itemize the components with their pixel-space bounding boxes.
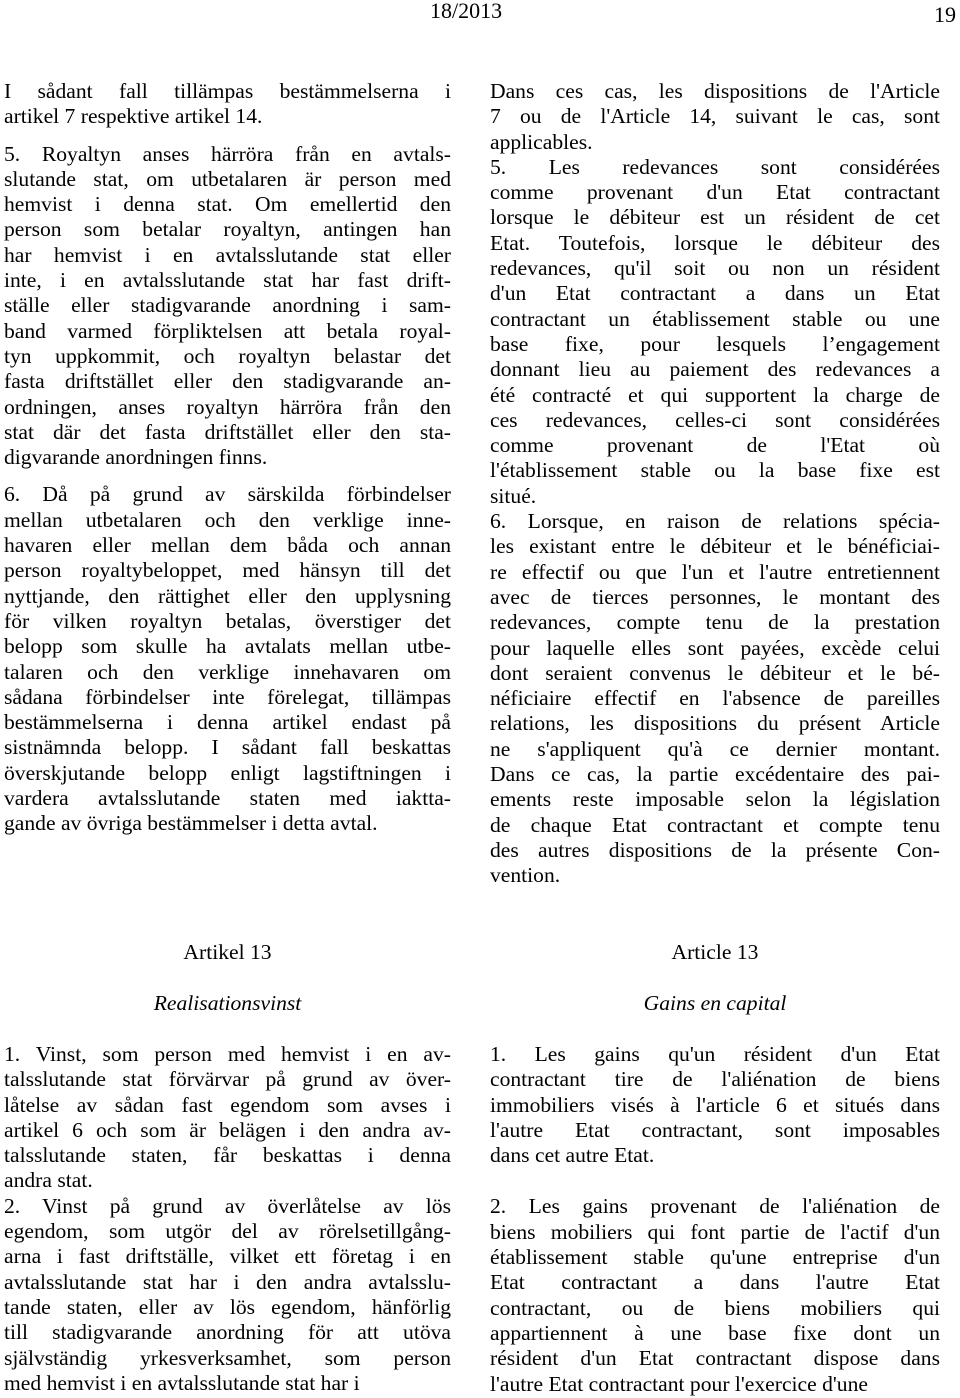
- text-line: ställe eller stadigvarande anordning i sam-: [4, 293, 451, 318]
- text-line: établissement stable qu'une entreprise d'un: [490, 1245, 940, 1270]
- text-line: har hemvist i en avtalsslutande stat eller: [4, 242, 451, 267]
- text-line: les existant entre le débiteur et le bénéficiai-: [490, 534, 940, 559]
- text-line: 5. Les redevances sont considérées: [490, 154, 940, 179]
- swedish-article-title: Realisationsvinst: [153, 991, 302, 1015]
- text-line: donnant lieu au paiement des redevances a: [490, 357, 940, 382]
- text-line: tyn uppkommit, och royaltyn belastar det: [4, 343, 451, 368]
- french-article-heading: Article 13: [671, 940, 759, 964]
- text-line: avtalsslutande stat har i den andra avtalsslu-: [4, 1269, 451, 1294]
- french-column-top: [490, 79, 940, 889]
- text-line: 5. Royaltyn anses härröra från en avtals-: [4, 141, 451, 166]
- text-line: Etat. Toutefois, lorsque le débiteur des: [490, 230, 940, 255]
- text-line: arna i fast driftställe, vilket ett företag i en: [4, 1244, 451, 1269]
- text-line: des autres dispositions de la présente Con-: [490, 837, 940, 862]
- text-line: immobiliers visés à l'article 6 et situés dans: [490, 1092, 940, 1117]
- text-line: dont seraient convenus le débiteur et le bé-: [490, 660, 940, 685]
- page-number: 19: [934, 2, 956, 27]
- text-line: de chaque Etat contractant et compte tenu: [490, 812, 940, 837]
- text-line: tande staten, eller av lös egendom, hänförlig: [4, 1294, 451, 1319]
- text-line: låtelse av sådan fast egendom som avses i: [4, 1092, 451, 1117]
- paragraph: [4, 142, 451, 471]
- text-line: d'un Etat contractant a dans un Etat: [490, 281, 940, 306]
- paragraph-gap: [490, 1168, 940, 1194]
- text-line: 7 ou de l'Article 14, suivant le cas, sont: [490, 104, 940, 129]
- paragraph: [490, 1194, 940, 1396]
- text-line: contractant tire de l'aliénation de biens: [490, 1067, 940, 1092]
- text-line: Dans ce cas, la partie excédentaire des pai-: [490, 762, 940, 787]
- text-line: talsslutande stat förvärvar på grund av över-: [4, 1067, 451, 1092]
- swedish-column-bottom: [4, 1042, 451, 1396]
- text-line: artikel 7 respektive artikel 14.: [4, 104, 263, 129]
- paragraph-gap: [4, 470, 451, 482]
- paragraph: [4, 482, 451, 836]
- swedish-article-heading: Artikel 13: [183, 940, 272, 964]
- text-line: ces redevances, celles-ci sont considérées: [490, 407, 940, 432]
- text-line: egendom, som utgör del av rörelsetillgång-: [4, 1219, 451, 1244]
- paragraph: [4, 79, 451, 130]
- text-line: för vilken royaltyn betalas, överstiger det: [4, 608, 451, 633]
- text-line: talsslutande staten, får beskattas i denna: [4, 1143, 451, 1168]
- paragraph: [4, 1042, 451, 1194]
- text-line: med hemvist i en avtalsslutande stat har i: [4, 1370, 360, 1395]
- paragraph: [490, 509, 940, 888]
- text-line: dans cet autre Etat.: [490, 1143, 655, 1168]
- text-line: 2. Vinst på grund av överlåtelse av lös: [4, 1193, 451, 1218]
- text-line: 2. Les gains provenant de l'aliénation de: [490, 1194, 940, 1219]
- text-line: digvarande anordningen finns.: [4, 445, 268, 470]
- text-line: havaren eller mellan dem båda och annan: [4, 533, 451, 558]
- text-line: fasta driftstället eller den stadigvarande an-: [4, 369, 451, 394]
- text-line: avec de tierces personnes, le montant des: [490, 584, 940, 609]
- text-line: person royaltybeloppet, med hänsyn till det: [4, 558, 451, 583]
- text-line: pour laquelle elles sont payées, excède celui: [490, 635, 940, 660]
- french-column-bottom: [490, 1042, 940, 1397]
- text-line: vardera avtalsslutande staten med iaktta-: [4, 786, 451, 811]
- text-line: néficiaire effectif en l'absence de pareilles: [490, 686, 940, 711]
- text-line: sådana förbindelser inte förelegat, tillämpas: [4, 684, 451, 709]
- text-line: mellan utbetalaren och den verklige inne-: [4, 507, 451, 532]
- text-line: inte, i en avtalsslutande stat har fast drift-: [4, 268, 451, 293]
- text-line: hemvist i denna stat. Om emellertid den: [4, 192, 451, 217]
- paragraph: [490, 79, 940, 155]
- text-line: 1. Les gains qu'un résident d'un Etat: [490, 1042, 940, 1066]
- text-line: applicables.: [490, 129, 593, 154]
- text-line: ements reste imposable selon la législation: [490, 787, 940, 812]
- text-line: comme provenant d'un Etat contractant: [490, 180, 940, 205]
- text-line: överskjutande belopp enligt lagstiftningen i: [4, 760, 451, 785]
- text-line: 6. Lorsque, en raison de relations spécia-: [490, 509, 940, 534]
- text-line: Dans ces cas, les dispositions de l'Article: [490, 79, 940, 103]
- text-line: Etat contractant a dans l'autre Etat: [490, 1270, 940, 1295]
- text-line: bestämmelserna i denna artikel endast på: [4, 710, 451, 735]
- swedish-column-top: [4, 79, 451, 837]
- text-line: ordningen, anses royaltyn härröra från den: [4, 394, 451, 419]
- text-line: till stadigvarande anordning för att utöva: [4, 1320, 451, 1345]
- paragraph: [4, 1194, 451, 1396]
- text-line: andra stat.: [4, 1168, 93, 1193]
- text-line: redevances, compte tenu de la prestation: [490, 610, 940, 635]
- text-line: I sådant fall tillämpas bestämmelserna i: [4, 79, 451, 103]
- text-line: sistnämnda belopp. I sådant fall beskattas: [4, 735, 451, 760]
- text-line: contractant un établissement stable ou une: [490, 306, 940, 331]
- text-line: band varmed förpliktelsen att betala royal-: [4, 318, 451, 343]
- issue-number: 18/2013: [430, 0, 503, 23]
- text-line: stat där det fasta driftstället eller den sta-: [4, 419, 451, 444]
- french-article-title: Gains en capital: [643, 991, 787, 1015]
- text-line: l'autre Etat contractant, sont imposables: [490, 1117, 940, 1142]
- text-line: 1. Vinst, som person med hemvist i en av-: [4, 1042, 451, 1066]
- text-line: relations, les dispositions du présent Article: [490, 711, 940, 736]
- text-line: vention.: [490, 863, 561, 888]
- text-line: contractant, ou de biens mobiliers qui: [490, 1295, 940, 1320]
- text-line: redevances, qu'il soit ou non un résident: [490, 256, 940, 281]
- text-line: ne s'appliquent qu'à ce dernier montant.: [490, 736, 940, 761]
- text-line: artikel 6 och som är belägen i den andra av-: [4, 1117, 451, 1142]
- text-line: biens mobiliers qui font partie de l'actif d'un: [490, 1219, 940, 1244]
- text-line: l'autre Etat contractant pour l'exercice d'une: [490, 1371, 868, 1396]
- text-line: belopp som skulle ha avtalats mellan utbe-: [4, 634, 451, 659]
- text-line: résident d'un Etat contractant dispose dans: [490, 1346, 940, 1371]
- text-line: person som betalar royaltyn, antingen han: [4, 217, 451, 242]
- text-line: base fixe, pour lesquels l’engagement: [490, 331, 940, 356]
- text-line: lorsque le débiteur est un résident de cet: [490, 205, 940, 230]
- text-line: l'établissement stable ou la base fixe est: [490, 458, 940, 483]
- text-line: talaren och den verklige innehavaren om: [4, 659, 451, 684]
- text-line: re effectif ou que l'un et l'autre entretiennent: [490, 559, 940, 584]
- paragraph: [490, 155, 940, 509]
- text-line: självständig yrkesverksamhet, som person: [4, 1345, 451, 1370]
- text-line: slutande stat, om utbetalaren är person med: [4, 166, 451, 191]
- text-line: comme provenant de l'Etat où: [490, 433, 940, 458]
- text-line: 6. Då på grund av särskilda förbindelser: [4, 482, 451, 507]
- text-line: été contracté et qui supportent la charge de: [490, 382, 940, 407]
- page-header: [0, 0, 960, 28]
- text-line: nyttjande, den rättighet eller den upplysning: [4, 583, 451, 608]
- paragraph-gap: [4, 130, 451, 142]
- text-line: gande av övriga bestämmelser i detta avtal.: [4, 811, 378, 836]
- text-line: situé.: [490, 483, 537, 508]
- paragraph: [490, 1042, 940, 1168]
- text-line: appartiennent à une base fixe dont un: [490, 1320, 940, 1345]
